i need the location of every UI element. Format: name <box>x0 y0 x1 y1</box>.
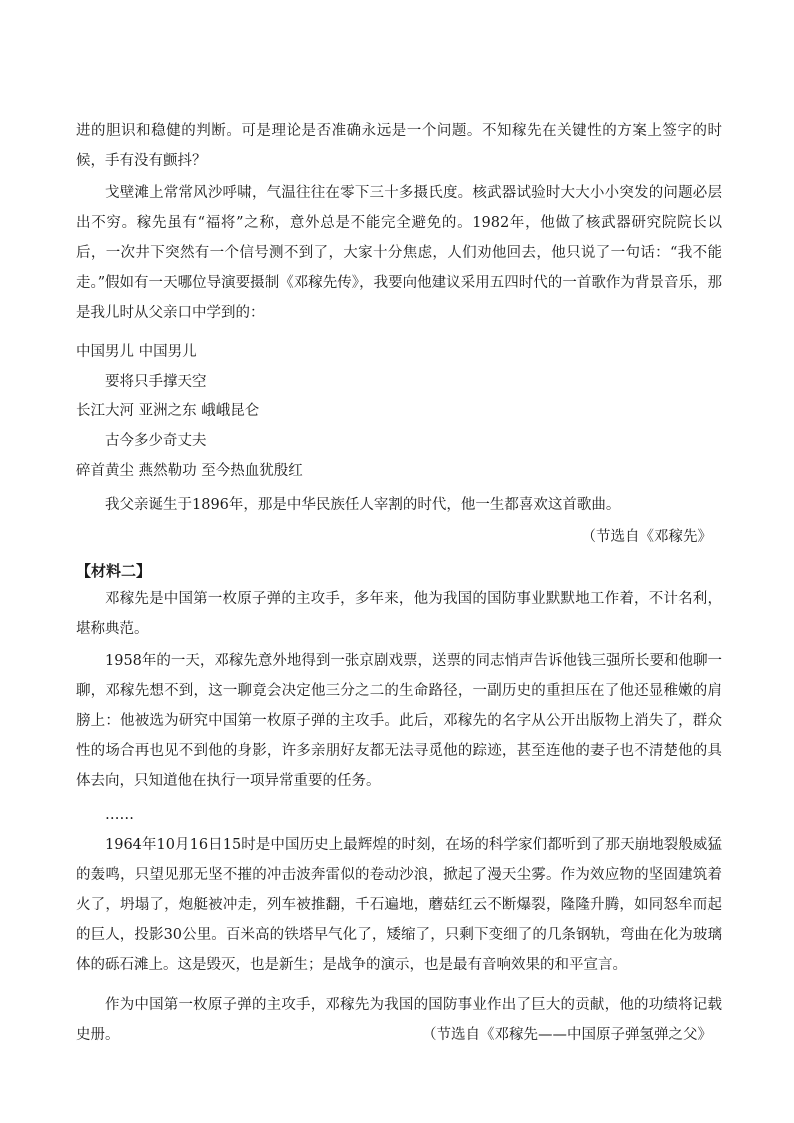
paragraph-intro: 邓稼先是中国第一枚原子弹的主攻手，多年来，他为我国的国防事业默默地工作着，不计名利，堪称典范。 <box>76 591 722 637</box>
paragraph-1964: 1964年10月16日15时是中国历史上最辉煌的时刻，在场的科学家们都听到了那天崩地裂般威猛的轰鸣，只望见那无坚不摧的冲击波奔雷似的卷动沙浪，掀起了漫天尘雾。作为效应物的坚固建筑着火了，坍塌了，炮艇被冲走，列车被推翻，千石遍地，蘑菇红云不断爆裂，隆隆升腾，如同怒牟而起的巨人，投影30公里。百米高的铁塔早气化了，矮缩了，只剩下变细了的几条钢轨，弯曲在化为玻璃体的砾石滩上。这是毁灭，也是新生；是战争的演示，也是最有音响效果的和平宣言。 <box>76 837 722 973</box>
section-heading-material2: 【材料二】 <box>76 562 152 580</box>
song-line-4: 古今多少奇丈夫 <box>105 433 207 449</box>
song-line-1: 中国男儿 中国男儿 <box>76 344 197 360</box>
paragraph-continued: 进的胆识和稳健的判断。可是理论是否准确永远是一个问题。不知稼先在关键性的方案上签字的时候，手有没有颤抖？ <box>76 123 722 169</box>
ellipsis: …… <box>105 807 134 823</box>
song-line-3: 长江大河 亚洲之东 峨峨昆仑 <box>76 403 260 419</box>
paragraph-song-intro: 假如有一天哪位导演要摄制《邓稼先传》，我要向他建议采用五四时代的一首歌作为背景音乐，那是我儿时从父亲口中学到的： <box>76 275 722 321</box>
source-citation-1: （节选自《邓稼先》 <box>581 529 712 545</box>
song-line-5: 碎首黄尘 燕然勒功 至今热血犹殷红 <box>76 463 303 479</box>
paragraph-1958: 1958年的一天，邓稼先意外地得到一张京剧戏票，送票的同志悄声告诉他钱三强所长要和他聊一聊，邓稼先想不到，这一聊竟会决定他三分之二的生命路径，一副历史的重担压在了他还显稚嫩的肩膀上：他被选为研究中国第一枚原子弹的主攻手。此后，邓稼先的名字从公开出版物上消失了，群众性的场合再也见不到他的身影，许多亲朋好友都无法寻觅他的踪迹，甚至连他的妻子也不清楚他的具体去向，只知道他在执行一项异常重要的任务。 <box>76 653 722 789</box>
paragraph-conclusion: 作为中国第一枚原子弹的主攻手，邓稼先为我国的国防事业作出了巨大的贡献，他的功绩将记载史册。 <box>76 997 722 1043</box>
song-line-2: 要将只手撑天空 <box>105 374 207 390</box>
paragraph-father: 我父亲诞生于1896年，那是中华民族任人宰割的时代，他一生都喜欢这首歌曲。 <box>105 497 621 513</box>
paragraph-gobi: 戈壁滩上常常风沙呼啸，气温往往在零下三十多摄氏度。核武器试验时大大小小突发的问题必层出不穷。稼先虽有“福将”之称，意外总是不能完全避免的。1982年，他做了核武器研究院院长以后，一次井下突然有一个信号测不到了，大家十分焦虑，人们劝他回去，他只说了一句话：“我不能走。” <box>76 185 722 291</box>
source-citation-2: （节选自《邓稼先——中国原子弹氢弹之父》 <box>422 1027 712 1043</box>
